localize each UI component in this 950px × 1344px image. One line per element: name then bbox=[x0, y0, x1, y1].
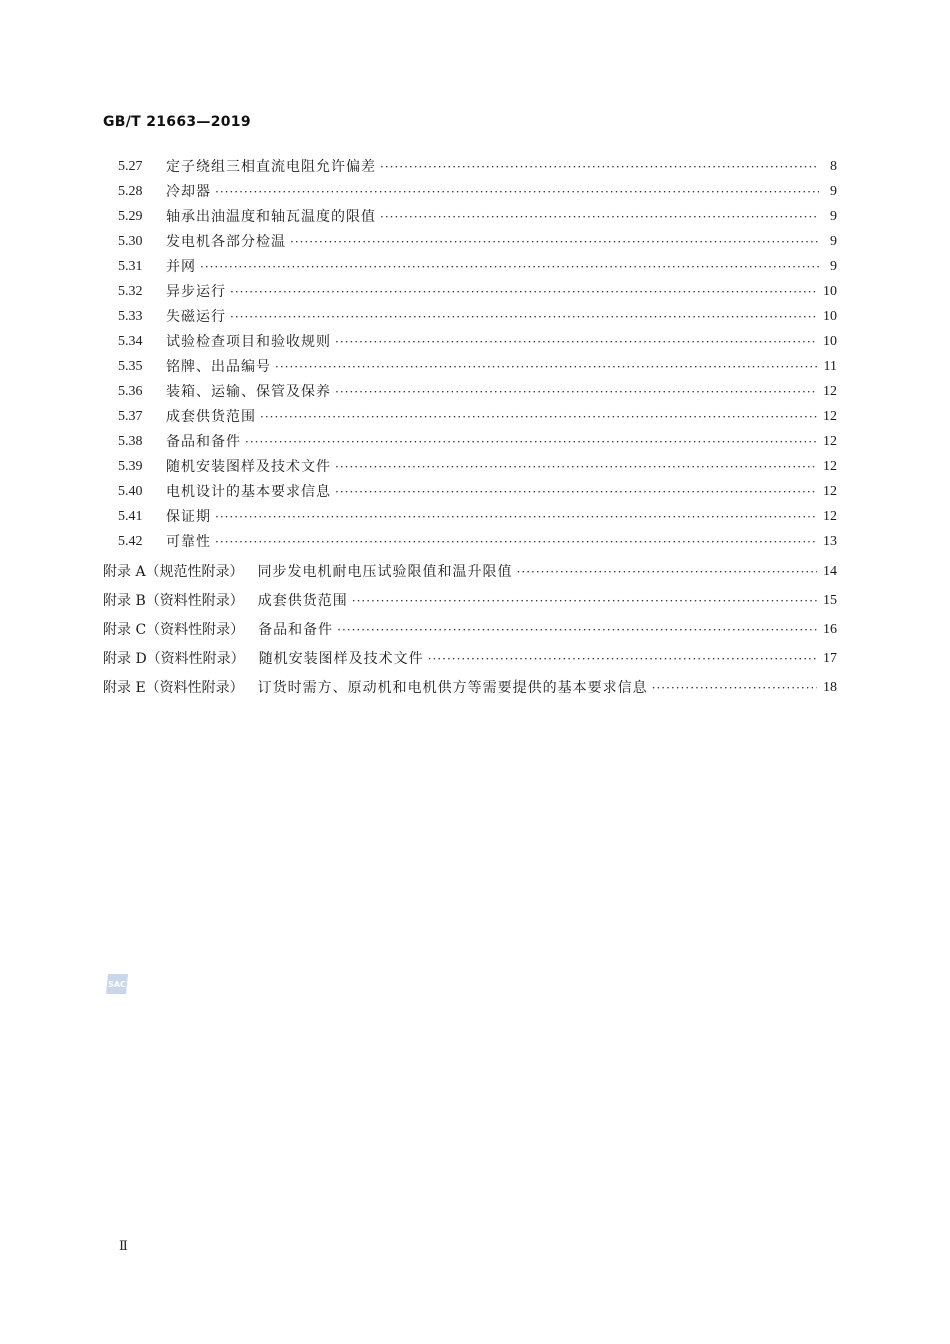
appendix-title: 随机安装图样及技术文件 bbox=[258, 651, 424, 667]
sac-watermark-logo bbox=[104, 972, 130, 996]
appendix-title: 备品和备件 bbox=[258, 622, 334, 638]
toc-entry-page: 12 bbox=[823, 434, 837, 449]
toc-entry-title: 并网 bbox=[166, 259, 196, 275]
toc-entry-page: 9 bbox=[830, 234, 837, 249]
appendix-title: 同步发电机耐电压试验限值和温升限值 bbox=[257, 564, 513, 580]
appendix-page: 16 bbox=[823, 622, 837, 637]
toc-entry-number: 5.30 bbox=[118, 234, 143, 249]
toc-leader-dots bbox=[517, 562, 817, 582]
toc-entry-number: 5.34 bbox=[118, 334, 143, 349]
toc-entry-number: 5.33 bbox=[118, 309, 143, 324]
toc-entry-page: 12 bbox=[823, 409, 837, 424]
toc-leader-dots bbox=[380, 157, 819, 177]
appendix-label: 附录 D（资料性附录） bbox=[103, 651, 245, 667]
appendix-page: 18 bbox=[823, 680, 837, 695]
toc-entry-number: 5.40 bbox=[118, 484, 143, 499]
toc-entry-page: 10 bbox=[823, 334, 837, 349]
toc-entry-title: 冷却器 bbox=[166, 184, 211, 200]
toc-entry-number: 5.38 bbox=[118, 434, 143, 449]
toc-leader-dots bbox=[335, 482, 817, 502]
toc-leader-dots bbox=[380, 207, 819, 227]
toc-leader-dots bbox=[652, 678, 817, 698]
toc-leader-dots bbox=[335, 332, 817, 352]
page-number: Ⅱ bbox=[119, 1238, 128, 1253]
toc-entry-page: 9 bbox=[830, 184, 837, 199]
toc-leader-dots bbox=[352, 591, 817, 611]
toc-entry-number: 5.39 bbox=[118, 459, 143, 474]
appendix-page: 15 bbox=[823, 593, 837, 608]
toc-entry-page: 10 bbox=[823, 309, 837, 324]
toc-entry-page: 9 bbox=[830, 259, 837, 274]
toc-entry-5-41[interactable] bbox=[118, 507, 837, 527]
toc-entry-page: 9 bbox=[830, 209, 837, 224]
toc-leader-dots bbox=[245, 432, 817, 452]
toc-entry-title: 异步运行 bbox=[166, 284, 226, 300]
toc-appendix-d[interactable] bbox=[103, 649, 837, 669]
toc-entry-number: 5.37 bbox=[118, 409, 143, 424]
toc-entry-title: 电机设计的基本要求信息 bbox=[166, 484, 331, 500]
toc-entry-5-37[interactable] bbox=[118, 407, 837, 427]
toc-leader-dots bbox=[215, 507, 817, 527]
toc-leader-dots bbox=[337, 620, 817, 640]
toc-leader-dots bbox=[290, 232, 819, 252]
toc-entry-number: 5.29 bbox=[118, 209, 143, 224]
toc-entry-number: 5.36 bbox=[118, 384, 143, 399]
toc-entry-5-33[interactable] bbox=[118, 307, 837, 327]
toc-entry-number: 5.28 bbox=[118, 184, 143, 199]
toc-leader-dots bbox=[428, 649, 817, 669]
toc-entry-title: 装箱、运输、保管及保养 bbox=[166, 384, 331, 400]
toc-entry-title: 可靠性 bbox=[166, 534, 211, 550]
toc-entry-title: 失磁运行 bbox=[166, 309, 226, 325]
toc-entry-title: 发电机各部分检温 bbox=[166, 234, 286, 250]
toc-leader-dots bbox=[215, 532, 817, 552]
toc-entry-5-31[interactable] bbox=[118, 257, 837, 277]
toc-entry-5-34[interactable] bbox=[118, 332, 837, 352]
toc-entry-number: 5.32 bbox=[118, 284, 143, 299]
toc-entry-title: 成套供货范围 bbox=[166, 409, 256, 425]
toc-entry-5-30[interactable] bbox=[118, 232, 837, 252]
toc-leader-dots bbox=[230, 282, 817, 302]
toc-appendix-c[interactable] bbox=[103, 620, 837, 640]
toc-entry-5-29[interactable] bbox=[118, 207, 837, 227]
toc-entry-title: 试验检查项目和验收规则 bbox=[166, 334, 331, 350]
toc-leader-dots bbox=[275, 357, 818, 377]
appendix-label: 附录 B（资料性附录） bbox=[103, 593, 244, 609]
toc-entry-5-28[interactable] bbox=[118, 182, 837, 202]
toc-entry-page: 11 bbox=[823, 359, 837, 374]
toc-entry-page: 12 bbox=[823, 384, 837, 399]
toc-entry-number: 5.27 bbox=[118, 159, 143, 174]
toc-entry-title: 定子绕组三相直流电阻允许偏差 bbox=[166, 159, 376, 175]
toc-leader-dots bbox=[335, 457, 817, 477]
toc-entry-page: 12 bbox=[823, 484, 837, 499]
toc-entry-5-35[interactable] bbox=[118, 357, 837, 377]
appendix-label: 附录 A（规范性附录） bbox=[103, 564, 244, 580]
toc-entry-number: 5.35 bbox=[118, 359, 143, 374]
toc-entry-5-27[interactable] bbox=[118, 157, 837, 177]
appendix-title: 订货时需方、原动机和电机供方等需要提供的基本要求信息 bbox=[257, 680, 648, 696]
appendix-page: 17 bbox=[823, 651, 837, 666]
toc-leader-dots bbox=[200, 257, 819, 277]
toc-leader-dots bbox=[335, 382, 817, 402]
toc-leader-dots bbox=[260, 407, 817, 427]
toc-entry-title: 保证期 bbox=[166, 509, 211, 525]
appendix-title: 成套供货范围 bbox=[257, 593, 348, 609]
toc-entry-page: 12 bbox=[823, 459, 837, 474]
toc-entry-5-40[interactable] bbox=[118, 482, 837, 502]
toc-entry-page: 8 bbox=[830, 159, 837, 174]
toc-entry-title: 轴承出油温度和轴瓦温度的限值 bbox=[166, 209, 376, 225]
toc-entry-5-32[interactable] bbox=[118, 282, 837, 302]
toc-leader-dots bbox=[230, 307, 817, 327]
toc-entry-5-39[interactable] bbox=[118, 457, 837, 477]
toc-entry-5-42[interactable] bbox=[118, 532, 837, 552]
toc-entry-title: 备品和备件 bbox=[166, 434, 241, 450]
standard-code: GB/T 21663—2019 bbox=[103, 114, 251, 130]
toc-entry-page: 12 bbox=[823, 509, 837, 524]
toc-entry-number: 5.31 bbox=[118, 259, 143, 274]
toc-appendix-e[interactable] bbox=[103, 678, 837, 698]
appendix-label: 附录 E（资料性附录） bbox=[103, 680, 244, 696]
toc-appendix-a[interactable] bbox=[103, 562, 837, 582]
toc-entry-page: 10 bbox=[823, 284, 837, 299]
toc-entry-title: 随机安装图样及技术文件 bbox=[166, 459, 331, 475]
toc-entry-number: 5.42 bbox=[118, 534, 143, 549]
toc-entry-5-36[interactable] bbox=[118, 382, 837, 402]
toc-entry-number: 5.41 bbox=[118, 509, 143, 524]
appendix-label: 附录 C（资料性附录） bbox=[103, 622, 245, 638]
toc-entry-5-38[interactable] bbox=[118, 432, 837, 452]
appendix-page: 14 bbox=[823, 564, 837, 579]
toc-entry-page: 13 bbox=[823, 534, 837, 549]
toc-leader-dots bbox=[215, 182, 819, 202]
toc-appendix-b[interactable] bbox=[103, 591, 837, 611]
sac-watermark-text: SAC bbox=[108, 980, 126, 989]
toc-entry-title: 铭牌、出品编号 bbox=[166, 359, 271, 375]
